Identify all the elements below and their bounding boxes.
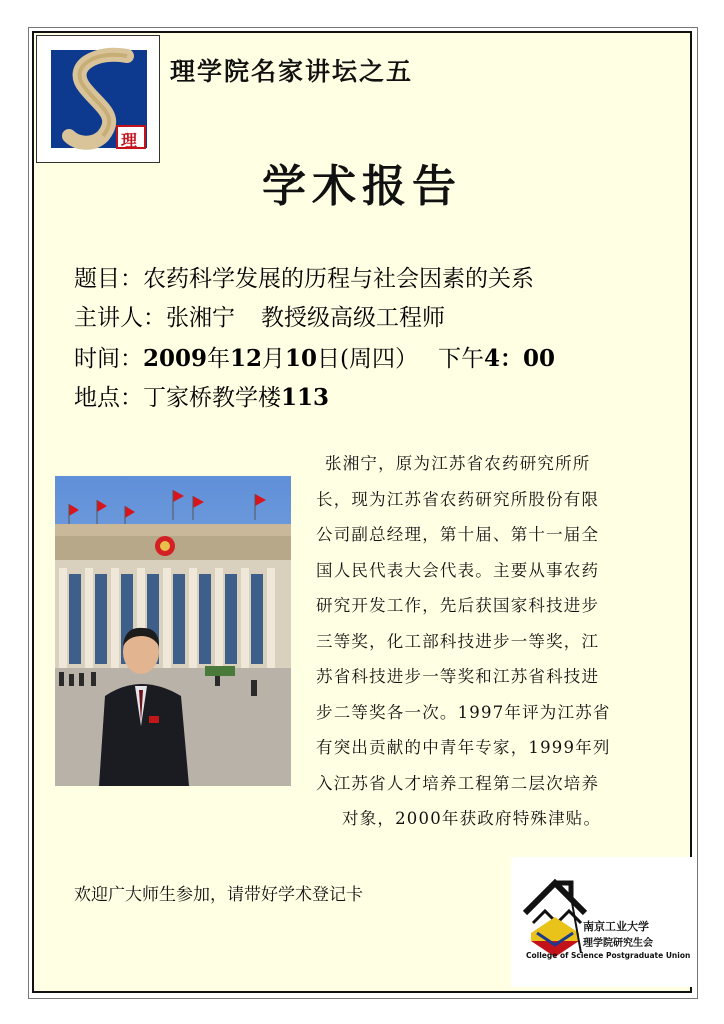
place-room: 113 xyxy=(281,384,330,411)
bio-line: 步二等奖各一次。1997年评为江苏省 xyxy=(316,702,611,722)
bio-line: 长，现为江苏省农药研究所股份有限 xyxy=(316,489,600,509)
time-year-unit: 年 xyxy=(207,346,231,372)
topic-label: 题目： xyxy=(74,266,143,292)
bio-line: 对象，2000年获政府特殊津贴。 xyxy=(342,809,602,828)
time-line xyxy=(74,340,555,373)
time-label: 时间： xyxy=(74,346,143,372)
bio-line: 公司副总经理，第十届、第十一届全 xyxy=(316,525,600,544)
time-year: 2009 xyxy=(143,345,208,372)
time-weekday: (周四） xyxy=(340,346,419,372)
speaker-photo-image xyxy=(55,476,291,786)
time-month-unit: 月 xyxy=(262,346,286,372)
speaker-photo xyxy=(55,476,291,786)
bio-line: 国人民代表大会代表。主要从事农药 xyxy=(316,560,600,580)
bio-line: 研究开发工作，先后获国家科技进步 xyxy=(316,596,600,615)
place-line xyxy=(74,379,329,412)
union-org-name: 理学院研究生会 xyxy=(583,938,653,949)
welcome-note: 欢迎广大师生参加，请带好学术登记卡 xyxy=(74,885,363,905)
speaker-title: 教授级高级工程师 xyxy=(261,305,445,331)
time-day: 10 xyxy=(285,345,318,372)
lecture-series-title: 理学院名家讲坛之五 xyxy=(170,57,414,86)
speaker-line xyxy=(74,299,445,332)
time-pm: 下午 xyxy=(438,346,485,372)
bio-line: 张湘宁，原为江苏省农药研究所所 xyxy=(325,454,591,473)
bio-line: 三等奖，化工部科技进步一等奖，江 xyxy=(316,631,600,651)
page-title: 学术报告 xyxy=(262,161,462,212)
union-english-name: College of Science Postgraduate Union xyxy=(526,951,691,960)
time-clock: 4：00 xyxy=(484,345,556,372)
place-building: 丁家桥教学楼 xyxy=(143,385,281,411)
bio-line: 入江苏省人才培养工程第二层次培养 xyxy=(316,773,600,793)
logo-seal-char: 理 xyxy=(121,131,138,150)
bio-line: 苏省科技进步一等奖和江苏省科技进 xyxy=(316,667,600,686)
bio-line: 有突出贡献的中青年专家，1999年列 xyxy=(316,738,611,757)
logo-emblem-icon xyxy=(37,36,159,162)
place-label: 地点： xyxy=(74,385,143,411)
speaker-name: 张湘宁 xyxy=(166,305,235,331)
time-month: 12 xyxy=(230,345,263,372)
time-day-unit: 日 xyxy=(317,346,341,372)
topic-line xyxy=(74,260,534,293)
speaker-label: 主讲人： xyxy=(74,305,166,331)
school-logo xyxy=(36,35,160,163)
topic-value: 农药科学发展的历程与社会因素的关系 xyxy=(143,266,534,292)
speaker-bio xyxy=(316,446,666,837)
union-university-name: 南京工业大学 xyxy=(583,920,649,933)
